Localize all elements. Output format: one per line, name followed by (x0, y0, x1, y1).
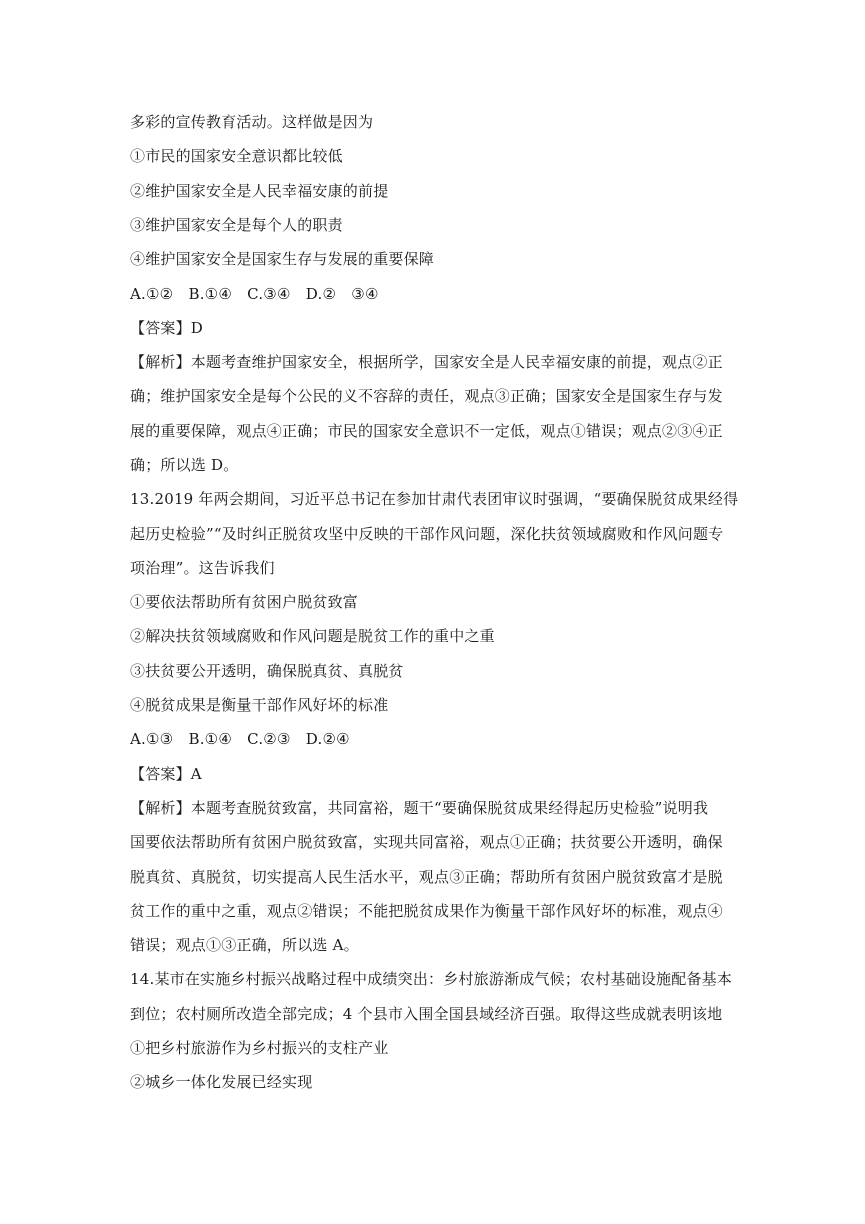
option-line: ②城乡一体化发展已经实现 (130, 1073, 313, 1091)
option-line: ②解决扶贫领域腐败和作风问题是脱贫工作的重中之重 (130, 627, 495, 645)
analysis-line: 脱真贫、真脱贫，切实提高人民生活水平，观点③正确；帮助所有贫困户脱贫致富才是脱 (130, 868, 723, 886)
option-line: ④脱贫成果是衡量干部作风好坏的标准 (130, 696, 389, 714)
choices-line: A.①② B.①④ C.③④ D.② ③④ (130, 285, 379, 303)
analysis-line: 确；维护国家安全是每个公民的义不容辞的责任，观点③正确；国家安全是国家生存与发 (130, 387, 723, 405)
option-line: ②维护国家安全是人民幸福安康的前提 (130, 182, 389, 200)
text-line: 多彩的宣传教育活动。这样做是因为 (130, 113, 374, 131)
question-line: 14.某市在实施乡村振兴战略过程中成绩突出：乡村旅游渐成气候；农村基础设施配备基本 (130, 970, 733, 988)
option-line: ①市民的国家安全意识都比较低 (130, 147, 343, 165)
question-line: 项治理”。这告诉我们 (130, 559, 275, 577)
analysis-line: 国要依法帮助所有贫困户脱贫致富，实现共同富裕，观点①正确；扶贫要公开透明，确保 (130, 833, 723, 851)
question-line: 起历史检验”“及时纠正脱贫攻坚中反映的干部作风问题，深化扶贫领域腐败和作风问题专 (130, 525, 724, 543)
option-line: ③维护国家安全是每个人的职责 (130, 216, 343, 234)
option-line: ③扶贫要公开透明，确保脱真贫、真脱贫 (130, 662, 404, 680)
option-line: ④维护国家安全是国家生存与发展的重要保障 (130, 250, 435, 268)
analysis-line: 确；所以选 D。 (130, 456, 239, 474)
choices-line: A.①③ B.①④ C.②③ D.②④ (130, 730, 350, 748)
analysis-line: 错误；观点①③正确，所以选 A。 (130, 936, 359, 954)
question-line: 13.2019 年两会期间，习近平总书记在参加甘肃代表团审议时强调，“要确保脱贫成果经得 (130, 490, 739, 508)
option-line: ①把乡村旅游作为乡村振兴的支柱产业 (130, 1039, 389, 1057)
answer-line: 【答案】A (130, 765, 202, 783)
analysis-line: 【解析】本题考查脱贫致富，共同富裕，题干“要确保脱贫成果经得起历史检验”说明我 (130, 799, 709, 817)
analysis-line: 贫工作的重中之重，观点②错误；不能把脱贫成果作为衡量干部作风好坏的标准，观点④ (130, 902, 723, 920)
answer-line: 【答案】D (130, 319, 204, 337)
analysis-line: 展的重要保障，观点④正确；市民的国家安全意识不一定低，观点①错误；观点②③④正 (130, 422, 723, 440)
question-line: 到位；农村厕所改造全部完成；4 个县市入围全国县域经济百强。取得这些成就表明该地 (130, 1005, 723, 1023)
analysis-line: 【解析】本题考查维护国家安全，根据所学，国家安全是人民幸福安康的前提，观点②正 (130, 353, 723, 371)
option-line: ①要依法帮助所有贫困户脱贫致富 (130, 593, 359, 611)
